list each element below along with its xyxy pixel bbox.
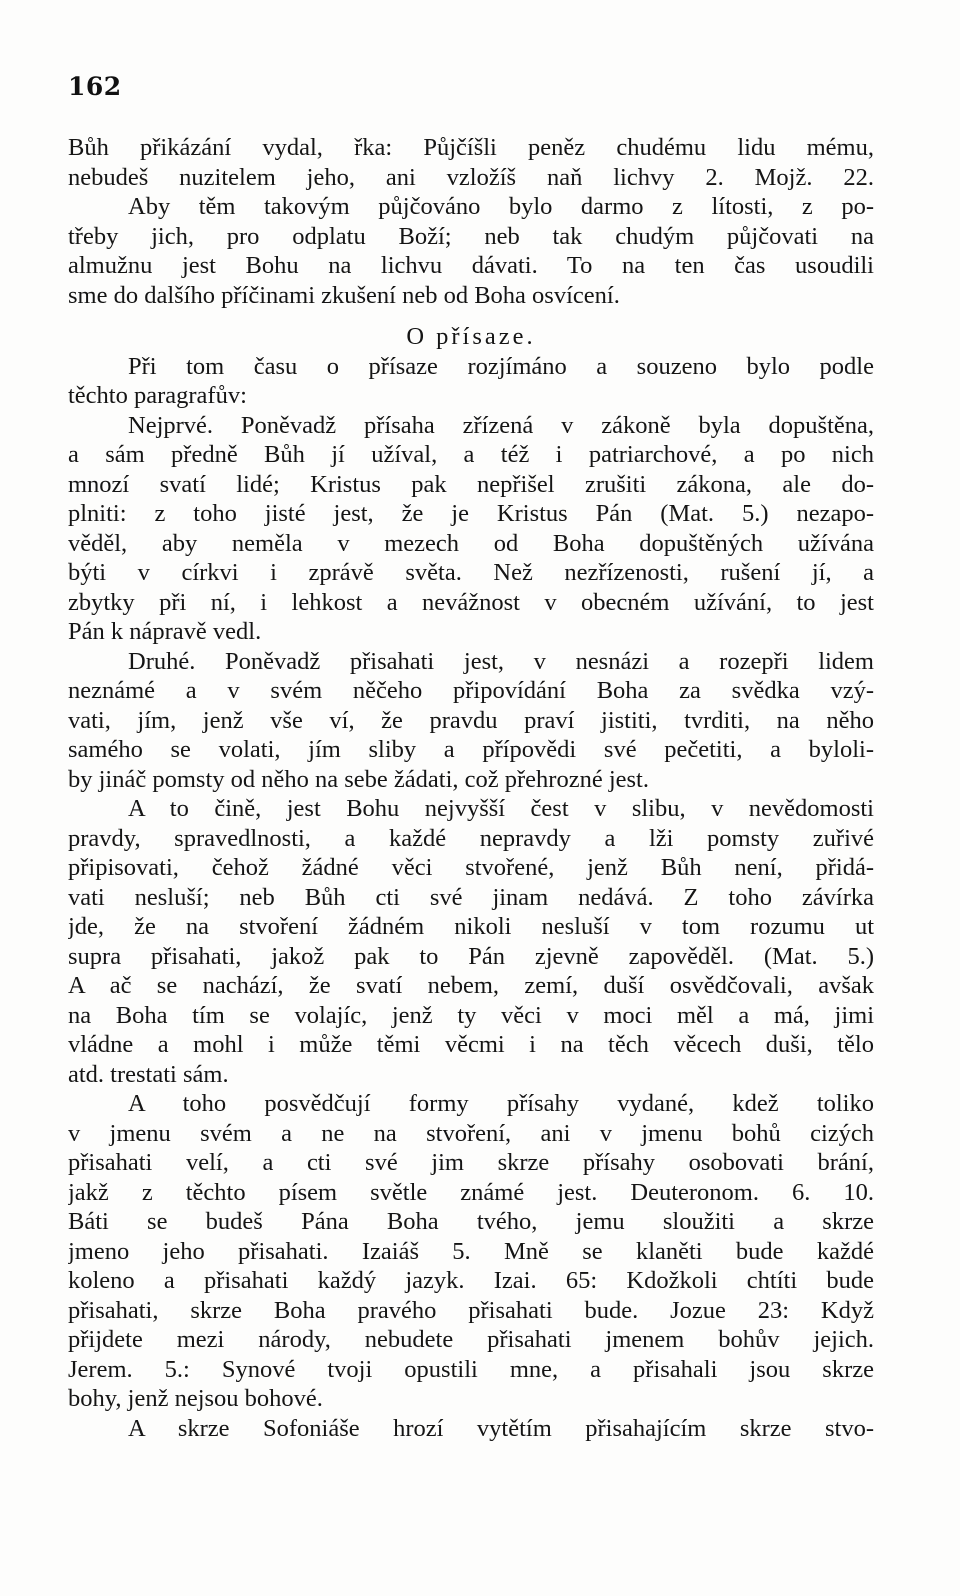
text-line: jde, že na stvoření žádném nikoli nesluší v tom rozumu ut	[68, 913, 874, 940]
text-line: almužnu jest Bohu na lichvu dávati. To na ten čas usoudili	[68, 252, 874, 279]
text-line: samého se volati, jím sliby a přípovědi své pečetiti, a byloli-	[68, 736, 874, 763]
text-line: Nejprvé. Poněvadž přísaha zřízená v zákoně byla dopuštěna,	[128, 411, 874, 439]
text-line: a sám předně Bůh jí užíval, a též i patriarchové, a po nich	[68, 441, 874, 468]
text-line: A ač se nachází, že svatí nebem, zemí, duší osvědčovali, avšak	[68, 972, 874, 999]
text-line: Při tom času o přísaze rozjímáno a souzeno bylo podle	[128, 352, 874, 380]
section-heading: O přísaze.	[406, 323, 536, 350]
text-line: Bůh přikázání vydal, řka: Půjčíšli peněz chudému lidu mému,	[68, 134, 874, 161]
body-text	[68, 133, 874, 1443]
text-line: Jerem. 5.: Synové tvoji opustili mne, a přisahali jsou skrze	[68, 1355, 874, 1383]
text-line: na Boha tím se volajíc, jenž ty věci v moci měl a má, jimi	[68, 1001, 874, 1029]
text-line: nebudeš nuzitelem jeho, ani vzložíš naň lichvy 2. Mojž. 22.	[68, 163, 874, 191]
text-line: přisahati, skrze Boha pravého přisahati bude. Jozue 23: Když	[68, 1296, 874, 1324]
text-line: by jináč pomsty od něho na sebe žádati, což přehrozné jest.	[68, 765, 649, 793]
text-line: Pán k nápravě vedl.	[68, 618, 262, 645]
text-line: zbytky při ní, i lehkost a nevážnost v obecném užívání, to jest	[68, 588, 874, 616]
text-line: sme do dalšího příčinami zkušení neb od Boha osvícení.	[68, 281, 620, 309]
text-line: vládne a mohl i může těmi věcmi i na těch věcech duši, tělo	[68, 1031, 874, 1058]
text-line: atd. trestati sám.	[68, 1060, 229, 1088]
text-line: býti v církvi i zprávě světa. Než nezřízenosti, rušení jí, a	[68, 559, 874, 586]
text-line: těchto paragrafův:	[68, 382, 247, 409]
text-line: přisahati velí, a cti své jim skrze přísahy osobovati brání,	[68, 1149, 874, 1176]
text-line: připisovati, čehož žádné věci stvořené, jenž Bůh není, přidá-	[68, 854, 874, 881]
page-number: 162	[68, 72, 122, 101]
text-line: plniti: z toho jisté jest, že je Kristus Pán (Mat. 5.) nezapo-	[68, 500, 874, 527]
text-line: supra přisahati, jakož pak to Pán zjevně zapověděl. (Mat. 5.)	[68, 942, 874, 970]
text-line: A to čině, jest Bohu nejvyšší čest v slibu, v nevědomosti	[128, 795, 874, 822]
text-line: bohy, jenž nejsou bohové.	[68, 1385, 323, 1412]
text-line: pravdy, spravedlnosti, a každé nepravdy a lži pomsty zuřivé	[68, 824, 874, 852]
text-line: v jmenu svém a ne na stvoření, ani v jmenu bohů cizých	[68, 1119, 874, 1147]
text-line: jakž z těchto písem světle známé jest. Deuteronom. 6. 10.	[68, 1178, 874, 1206]
text-line: Báti se budeš Pána Boha tvého, jemu sloužiti a skrze	[68, 1208, 874, 1235]
text-line: jmeno jeho přisahati. Izaiáš 5. Mně se klaněti bude každé	[68, 1237, 874, 1265]
text-line: mnozí svatí lidé; Kristus pak nepřišel zrušiti zákona, ale do-	[68, 470, 874, 498]
text-line: Druhé. Poněvadž přisahati jest, v nesnázi a rozepři lidem	[128, 647, 874, 675]
text-line: třeby jich, pro odplatu Boží; neb tak chudým půjčovati na	[68, 222, 874, 250]
text-line: A toho posvědčují formy přísahy vydané, kdež toliko	[128, 1090, 874, 1117]
text-line: vati nesluší; neb Bůh cti své jinam nedává. Z toho závírka	[68, 883, 874, 911]
text-line: přijdete mezi národy, nebudete přisahati jmenem bohův jejich.	[68, 1326, 874, 1353]
text-line: Aby těm takovým půjčováno bylo darmo z lítosti, z po-	[128, 193, 874, 220]
text-line: koleno a přisahati každý jazyk. Izai. 65: Kdožkoli chtíti bude	[68, 1267, 874, 1294]
text-line: věděl, aby neměla v mezech od Boha dopuštěných užívána	[68, 529, 874, 557]
text-line: vati, jím, jenž vše ví, že pravdu praví jistiti, tvrditi, na něho	[68, 706, 874, 734]
text-line: neznámé a v svém něčeho připovídání Boha za svědka vzý-	[68, 677, 874, 704]
text-line: A skrze Sofoniáše hrozí vytětím přisahajícím skrze stvo-	[128, 1414, 874, 1442]
